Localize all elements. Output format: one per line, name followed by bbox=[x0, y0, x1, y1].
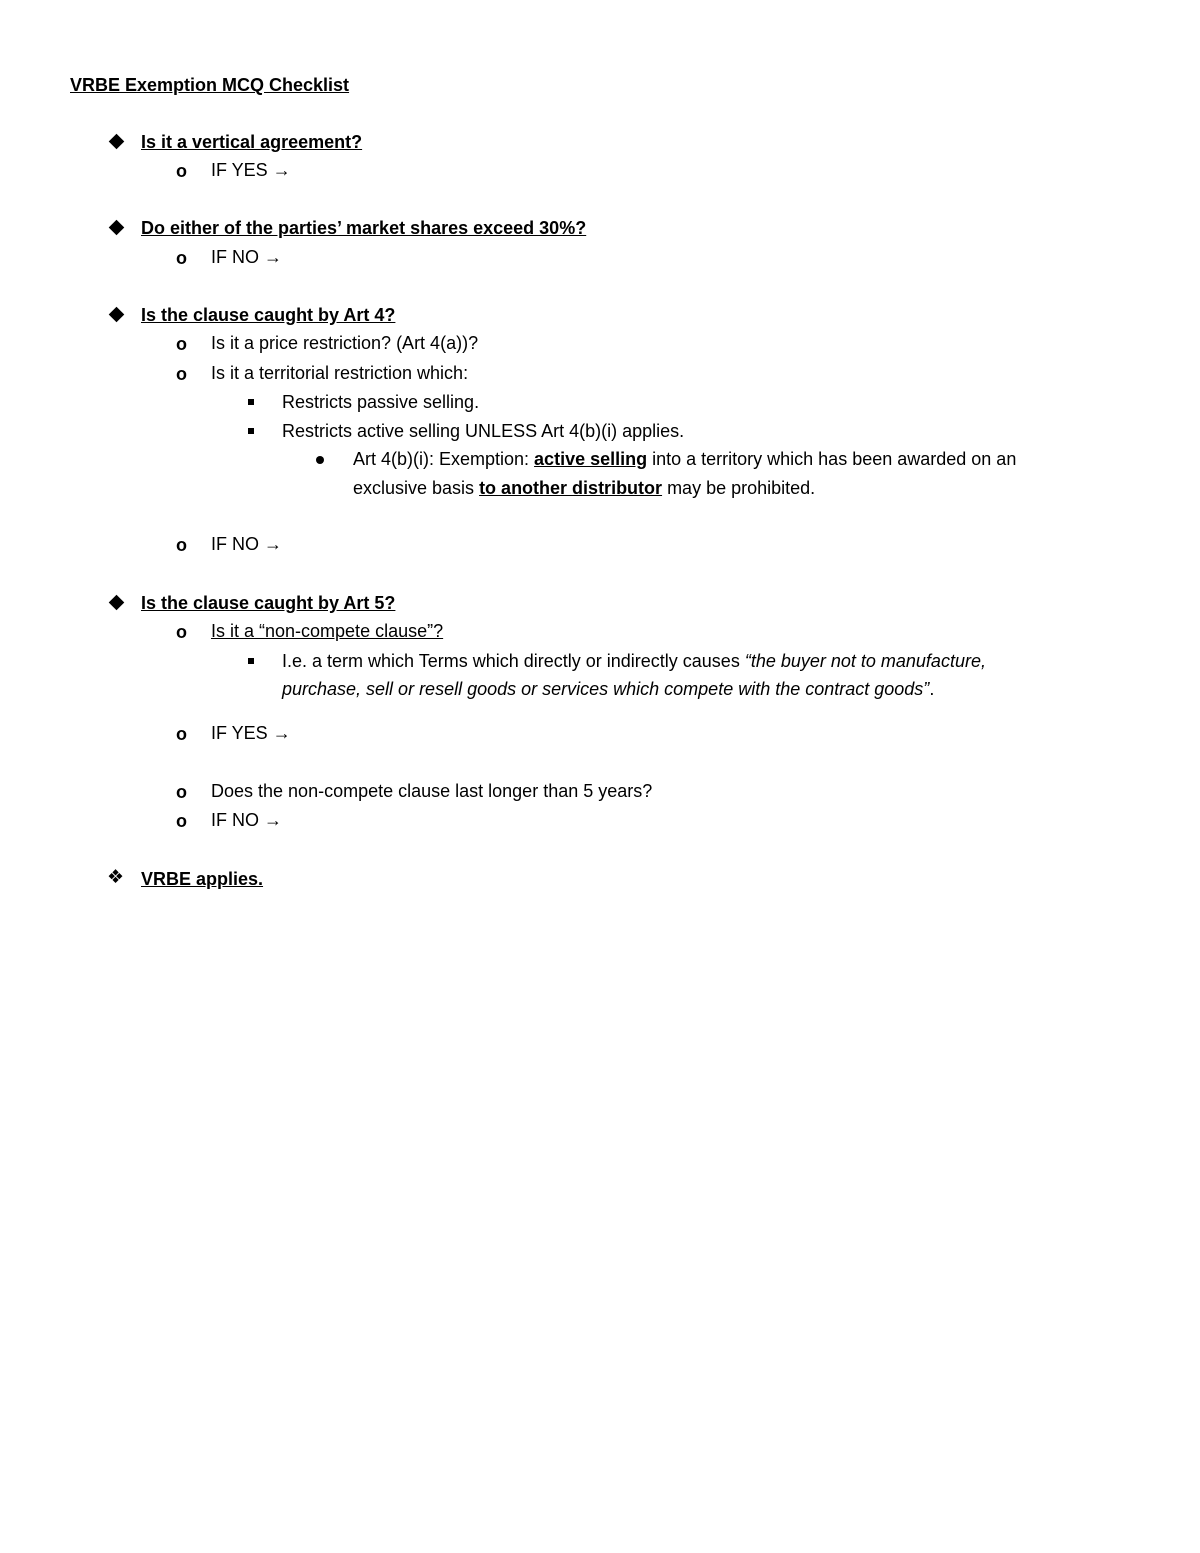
circle-bullet-icon: o bbox=[176, 724, 187, 744]
question-vertical-agreement: Is it a vertical agreement? bbox=[141, 132, 363, 152]
circle-bullet-icon: o bbox=[176, 535, 187, 555]
exemption-line-2 bbox=[353, 476, 815, 500]
circle-bullet-icon: o bbox=[176, 782, 187, 802]
question-art-4: Is the clause caught by Art 4? bbox=[141, 305, 396, 325]
duration-question-item: Does the non-compete clause last longer than 5 years? bbox=[211, 781, 653, 801]
dot-bullet-icon bbox=[316, 456, 324, 464]
answer-if-no: IF NO → bbox=[211, 534, 282, 554]
answer-if-yes: IF YES → bbox=[211, 160, 291, 180]
passive-selling-item: Restricts passive selling. bbox=[282, 392, 480, 412]
circle-bullet-icon: o bbox=[176, 334, 187, 354]
non-compete-definition-line-1 bbox=[282, 649, 986, 673]
answer-if-yes: IF YES → bbox=[211, 723, 291, 743]
territorial-restriction-item: Is it a territorial restriction which: bbox=[211, 363, 469, 383]
non-compete-definition-line-2 bbox=[282, 677, 934, 701]
circle-bullet-icon: o bbox=[176, 248, 187, 268]
answer-if-no: IF NO → bbox=[211, 247, 282, 267]
exemption-line2-prefix: exclusive basis bbox=[353, 478, 480, 498]
distributor-emphasis: to another distributor bbox=[479, 478, 663, 498]
circle-bullet-icon: o bbox=[176, 161, 187, 181]
diamond-bullet-icon bbox=[109, 595, 125, 611]
diamond-bullet-icon bbox=[109, 134, 125, 150]
definition-end: . bbox=[929, 679, 935, 699]
four-diamond-bullet-icon: ❖ bbox=[107, 867, 125, 888]
question-art-5: Is the clause caught by Art 5? bbox=[141, 593, 396, 613]
square-bullet-icon bbox=[248, 399, 254, 405]
active-selling-emphasis: active selling bbox=[534, 449, 648, 469]
exemption-prefix: Art 4(b)(i): Exemption: bbox=[353, 449, 535, 469]
non-compete-item: Is it a “non-compete clause”? bbox=[211, 621, 444, 641]
conclusion-text: VRBE applies. bbox=[141, 869, 264, 889]
definition-quote-part-1: “the buyer not to manufacture, bbox=[744, 651, 986, 671]
definition-prefix: I.e. a term which Terms which directly or indirectly causes bbox=[282, 651, 745, 671]
circle-bullet-icon: o bbox=[176, 811, 187, 831]
definition-quote-part-2: purchase, sell or resell goods or services which compete with the contract goods” bbox=[282, 679, 930, 699]
active-selling-item: Restricts active selling UNLESS Art 4(b)(i) applies. bbox=[282, 421, 685, 441]
circle-bullet-icon: o bbox=[176, 364, 187, 384]
price-restriction-item: Is it a price restriction? (Art 4(a))? bbox=[211, 333, 479, 353]
square-bullet-icon bbox=[248, 428, 254, 434]
answer-if-no: IF NO → bbox=[211, 810, 282, 830]
exemption-line2-suffix: may be prohibited. bbox=[662, 478, 816, 498]
square-bullet-icon bbox=[248, 658, 254, 664]
circle-bullet-icon: o bbox=[176, 622, 187, 642]
diamond-bullet-icon bbox=[109, 220, 125, 236]
question-market-share: Do either of the parties’ market shares exceed 30%? bbox=[141, 218, 587, 238]
exemption-line-1 bbox=[353, 447, 1016, 471]
document-title: VRBE Exemption MCQ Checklist bbox=[70, 75, 350, 95]
diamond-bullet-icon bbox=[109, 307, 125, 323]
exemption-mid: into a territory which has been awarded on an bbox=[647, 449, 1017, 469]
